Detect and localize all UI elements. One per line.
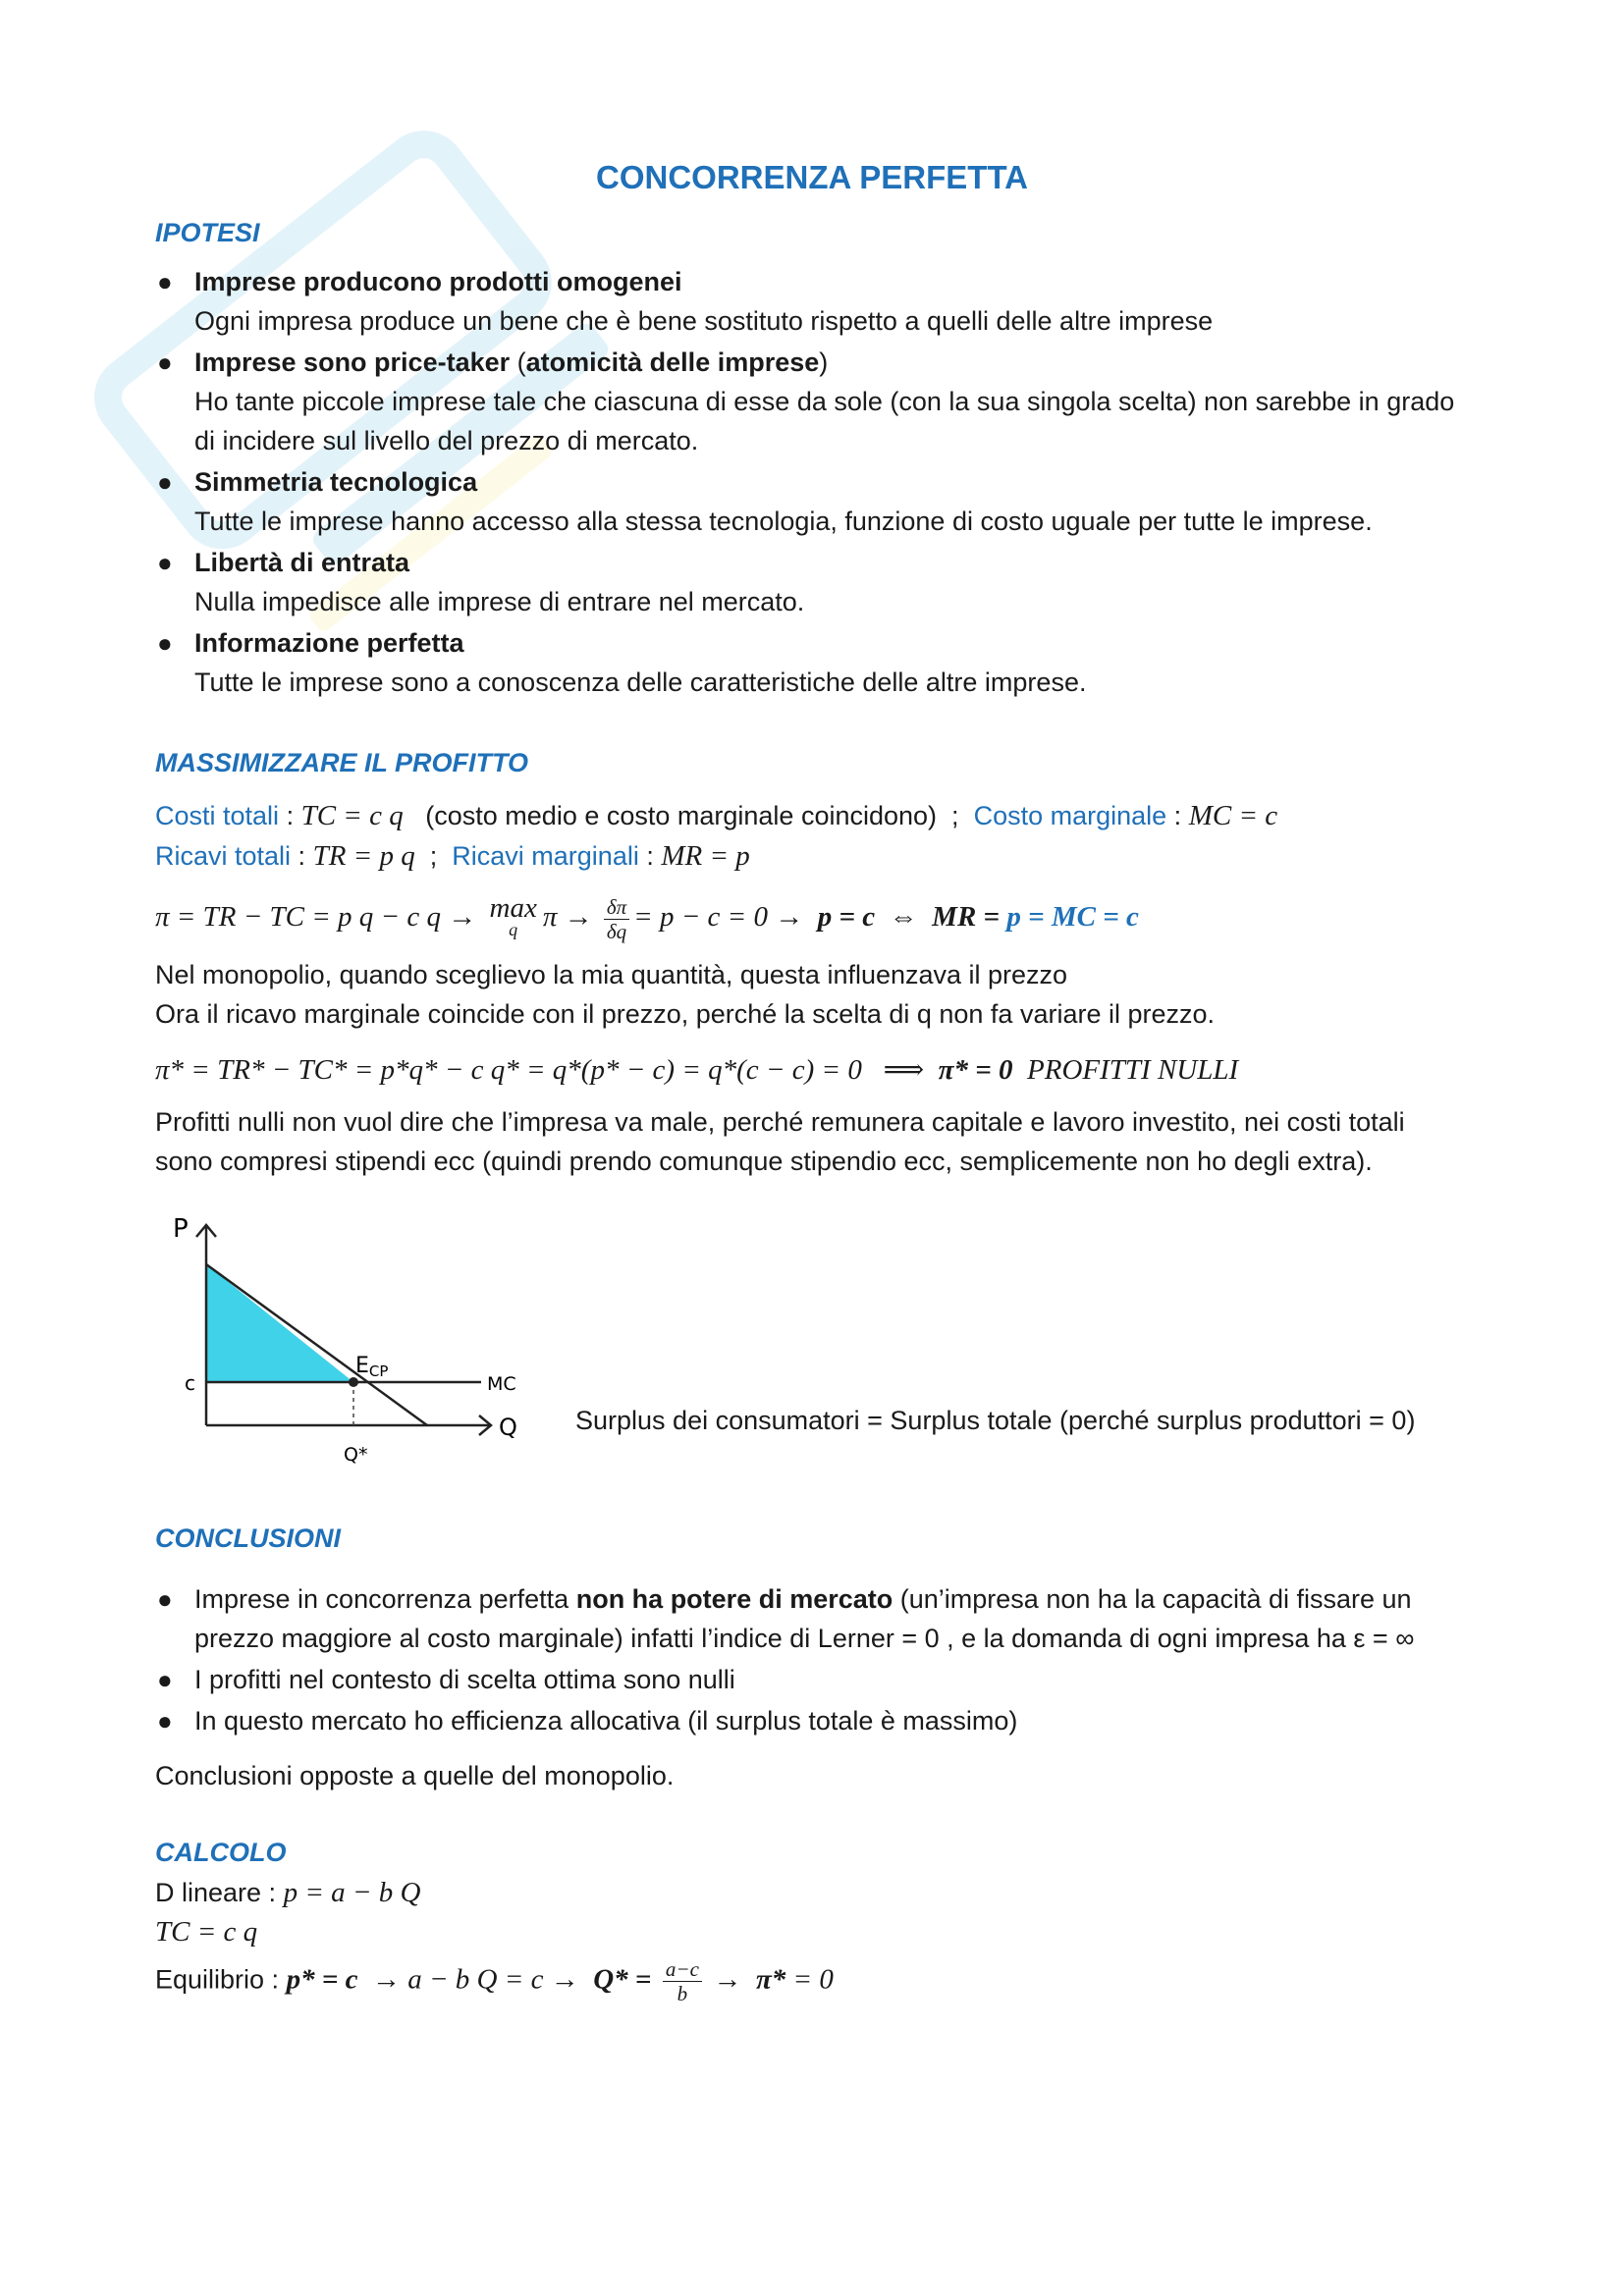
zero-profit-equation: π* = TR* − TC* = p*q* − c q* = q*(p* − c) = q*(c − c) = 0 ⟹ π* = 0 PROFITTI NULLI [155,1054,1239,1086]
cost-formula: TC = c q [155,1916,258,1948]
hypothesis-title: Imprese producono prodotti omogenei [194,267,682,296]
bullet-icon: ● [157,347,173,377]
hypothesis-text: Nulla impedisce alle imprese di entrare nel mercato. [194,587,805,616]
graph-caption: Surplus dei consumatori = Surplus totale (perché surplus produttori = 0) [575,1406,1416,1435]
hypothesis-title: Simmetria tecnologica [194,467,478,497]
bullet-icon: ● [157,1665,173,1694]
bullet-icon: ● [157,1584,173,1614]
section-heading-calcolo: CALCOLO [155,1838,287,1867]
section-heading-ipotesi: IPOTESI [155,218,260,247]
p-axis-label: P [173,1214,189,1244]
bullet-icon: ● [157,267,173,296]
conclusion-text: Imprese in concorrenza perfetta non ha potere di mercato (un’impresa non ha la capacità di fissare un [194,1584,1412,1614]
text-line: Ora il ricavo marginale coincide con il prezzo, perché la scelta di q non fa variare il prezzo. [155,999,1216,1029]
equilibrium-point [349,1377,358,1387]
cost-line: Costi totali : TC = c q (costo medio e costo marginale coincidono) ; Costo marginale : MC = c [155,800,1278,831]
conclusion-closing: Conclusioni opposte a quelle del monopolio. [155,1761,675,1790]
section-heading-profitto: MASSIMIZZARE IL PROFITTO [155,748,529,777]
text-line: Nel monopolio, quando sceglievo la mia quantità, questa influenzava il prezzo [155,960,1068,989]
bullet-icon: ● [157,467,173,497]
section-heading-conclusioni: CONCLUSIONI [155,1523,341,1553]
hypothesis-title: Imprese sono price-taker (atomicità delle imprese) [194,347,829,377]
hypothesis-text: Tutte le imprese sono a conoscenza delle caratteristiche delle altre imprese. [194,667,1087,697]
q-star-label: Q* [344,1444,368,1466]
hypothesis-text: Ogni impresa produce un bene che è bene sostituto rispetto a quelli delle altre imprese [194,306,1214,336]
max-operator: max q [489,892,537,939]
hypothesis-text: Ho tante piccole imprese tale che ciascuna di esse da sole (con la sua singola scelta) non sarebbe in grado [194,387,1455,416]
equilibrium-formula: Equilibrio : p* = c → a − b Q = c → Q* = $\frac{a-c}{b}$ → π* = 0 [155,1957,834,2005]
surplus-graph [157,1207,550,1482]
text-line: Profitti nulli non vuol dire che l’impresa va male, perché remunera capitale e lavoro investito, nei costi totali [155,1107,1405,1137]
page-title: CONCORRENZA PERFETTA [596,159,1028,195]
hypothesis-text: di incidere sul livello del prezzo di mercato. [194,426,699,455]
conclusion-text: In questo mercato ho efficienza allocativa (il surplus totale è massimo) [194,1706,1018,1735]
equilibrium-label: ECP [355,1354,389,1380]
consumer-surplus-area [206,1264,353,1382]
bullet-icon: ● [157,548,173,577]
bullet-icon: ● [157,1706,173,1735]
q-axis-label: Q [499,1414,517,1441]
c-label: c [185,1371,195,1395]
mc-label: MC [487,1373,516,1395]
revenue-line: Ricavi totali : TR = p q ; Ricavi marginali : MR = p [155,840,750,872]
equilibrium-fraction: $\frac{a-c}{b}$ [663,1957,702,2005]
bullet-icon: ● [157,628,173,658]
text-line: sono compresi stipendi ecc (quindi prendo comunque stipendio ecc, semplicemente non ho degli extra). [155,1147,1373,1176]
profit-equation: π = TR − TC = p q − c q → max q π → $\frac{\delta\pi}{\delta q}$ = p − c = 0 → p = c ⇔ MR = p = MC = c [155,892,1139,943]
derivative-fraction: $\frac{\delta\pi}{\delta q}$ [604,895,629,943]
conclusion-text: I profitti nel contesto di scelta ottima sono nulli [194,1665,735,1694]
conclusion-text: prezzo maggiore al costo marginale) infatti l’indice di Lerner = 0 , e la domanda di ogni impresa ha ε = ∞ [194,1624,1415,1653]
hypothesis-title: Libertà di entrata [194,548,410,577]
demand-line-formula: D lineare : p = a − b Q [155,1877,421,1908]
hypothesis-text: Tutte le imprese hanno accesso alla stessa tecnologia, funzione di costo uguale per tutte le imprese. [194,507,1373,536]
hypothesis-title: Informazione perfetta [194,628,464,658]
